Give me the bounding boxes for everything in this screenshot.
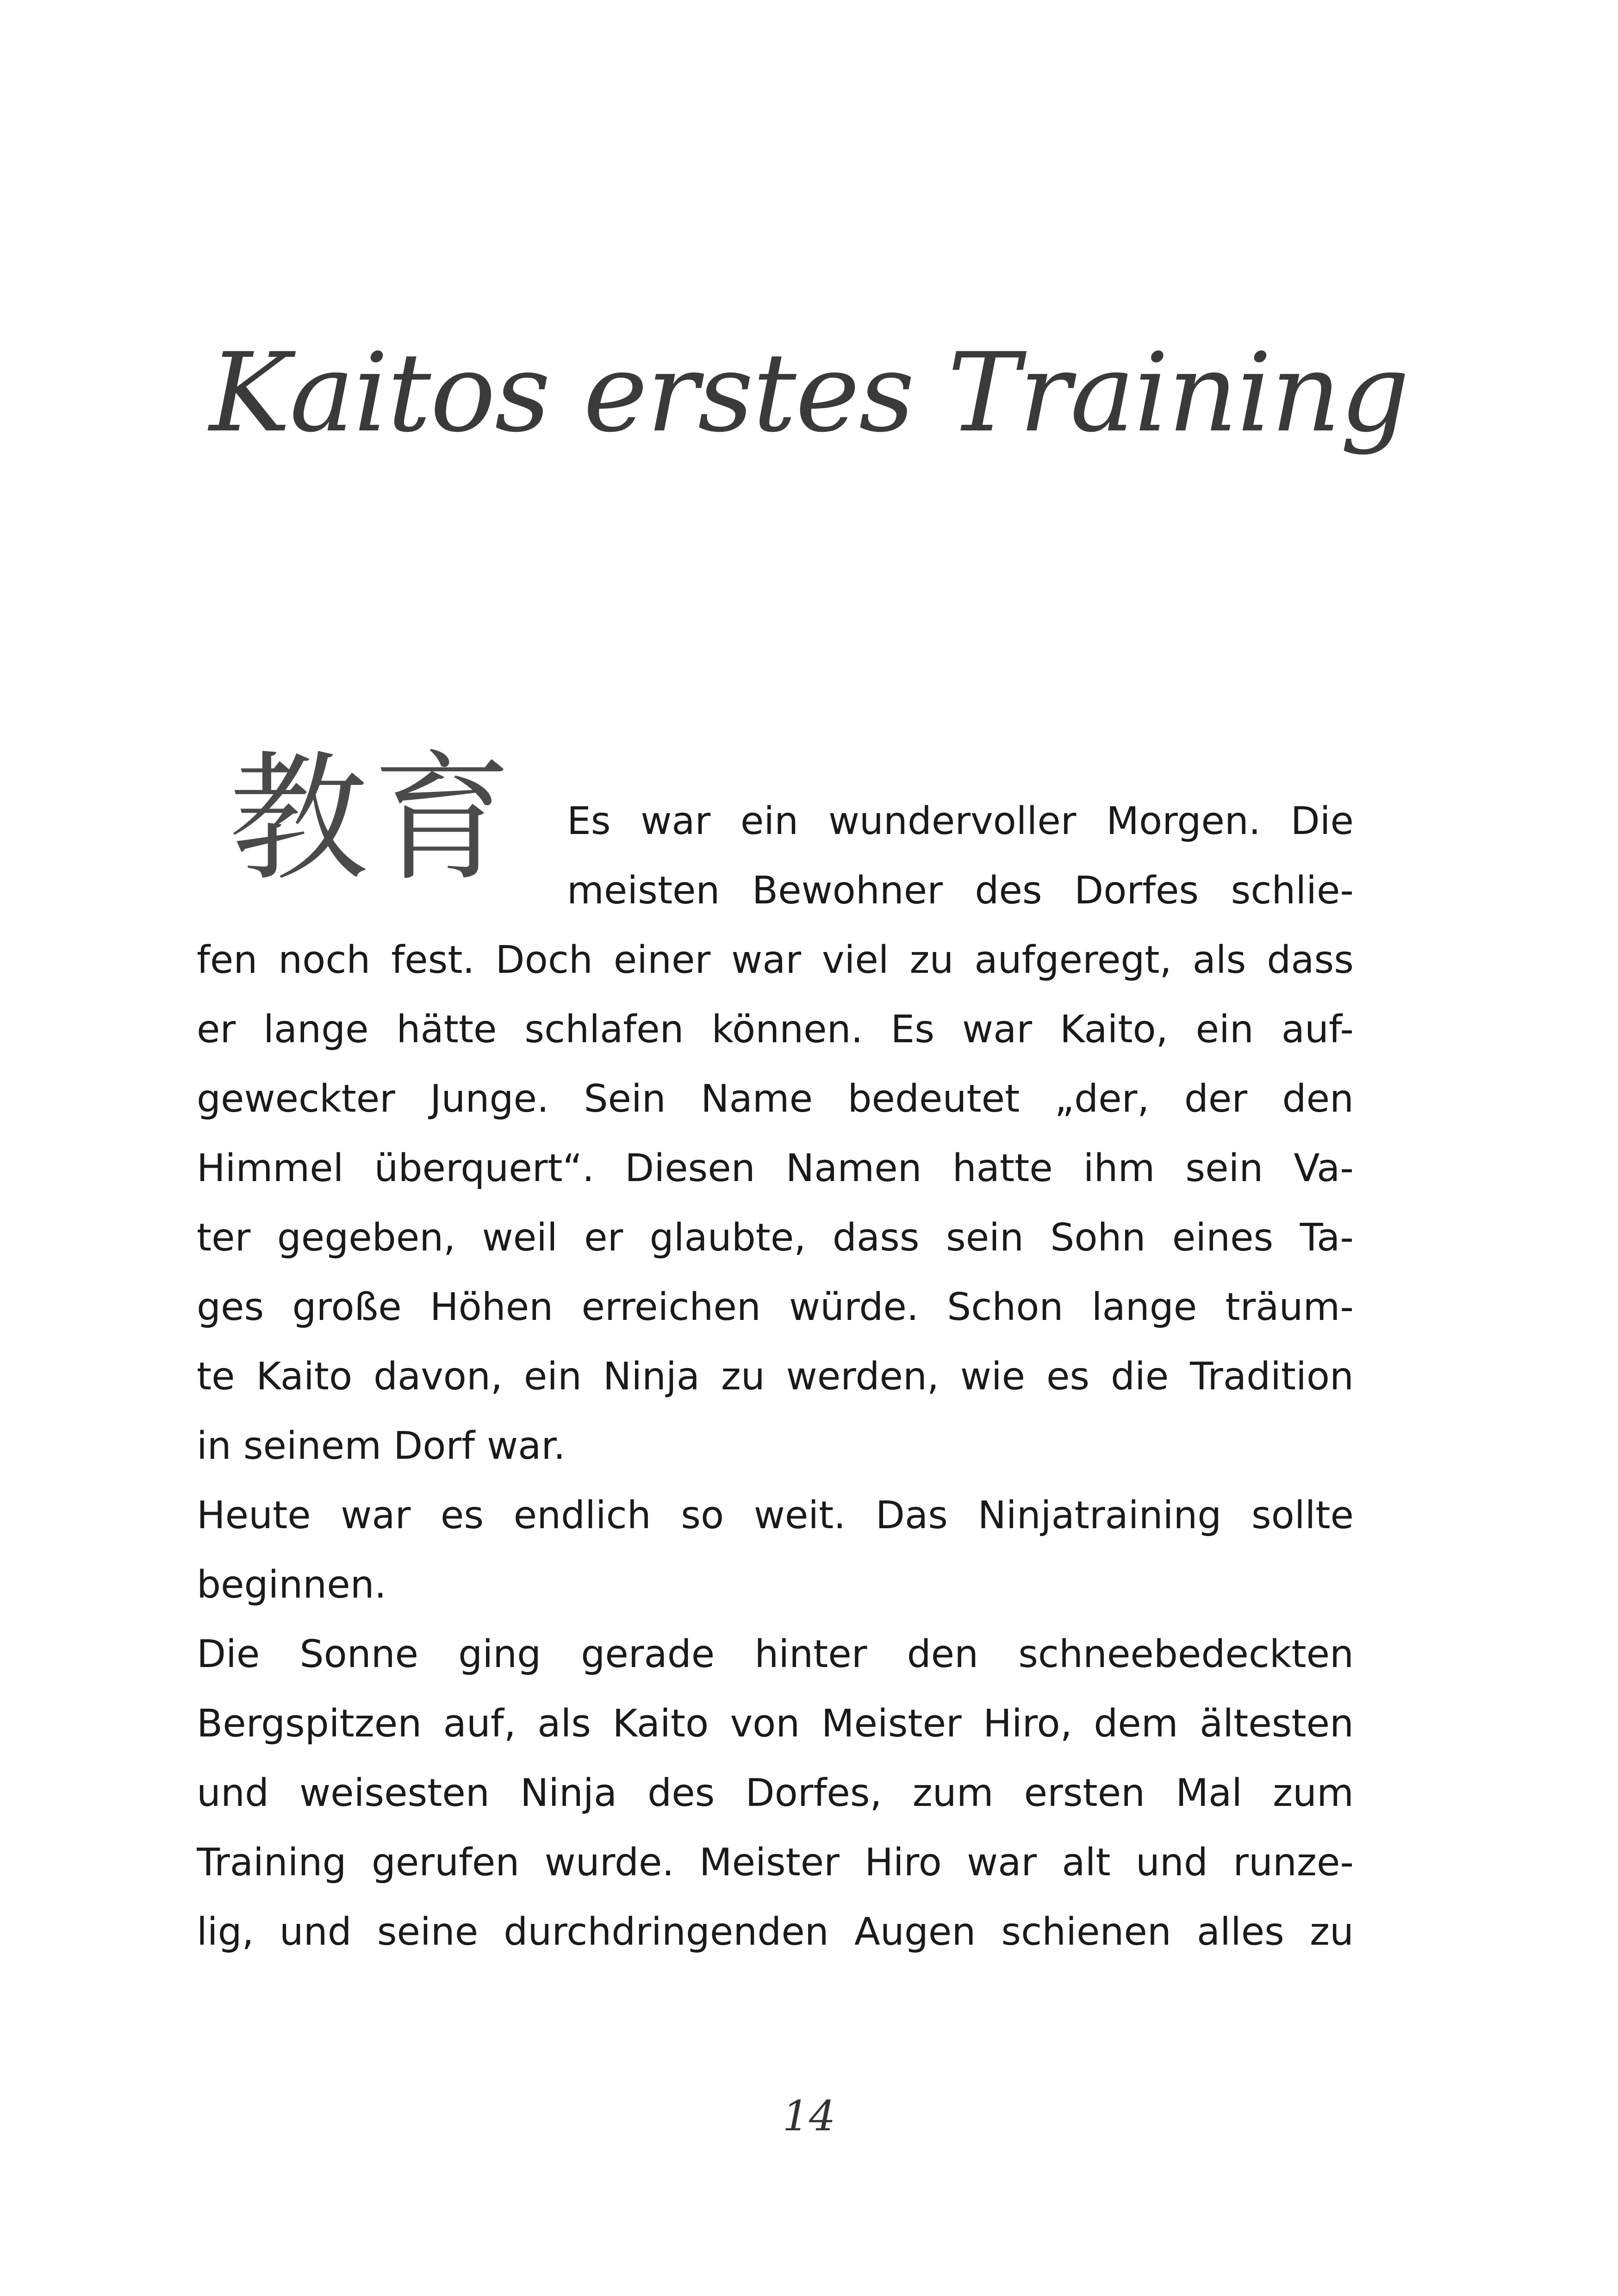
text-line: fen noch fest. Doch einer war viel zu aufgeregt, als dass [197, 938, 1354, 982]
text-line: Bergspitzen auf, als Kaito von Meister Hiro, dem ältesten [197, 1702, 1354, 1746]
text-line: und weisesten Ninja des Dorfes, zum ersten Mal zum [197, 1771, 1354, 1815]
text-line: meisten Bewohner des Dorfes schlie- [567, 869, 1354, 913]
page-number: 14 [782, 2092, 836, 2140]
text-line: in seinem Dorf war. [197, 1424, 566, 1468]
text-line: er lange hätte schlafen können. Es war Kaito, ein auf- [197, 1008, 1354, 1052]
text-line: Himmel überquert“. Diesen Namen hatte ihm sein Va- [197, 1146, 1354, 1190]
text-line: beginnen. [197, 1563, 386, 1607]
text-line: ter gegeben, weil er glaubte, dass sein Sohn eines Ta- [197, 1216, 1354, 1260]
text-line: Die Sonne ging gerade hinter den schneebedeckten [197, 1632, 1354, 1676]
text-line: Training gerufen wurde. Meister Hiro war alt und runze- [197, 1841, 1354, 1885]
chapter-title: Kaitos erstes Training [209, 330, 1409, 456]
dropcap-calligraphy: 教育 [229, 738, 516, 900]
text-line: Heute war es endlich so weit. Das Ninjatraining sollte [197, 1493, 1354, 1537]
text-line: te Kaito davon, ein Ninja zu werden, wie es die Tradition [197, 1355, 1354, 1399]
body-text [197, 787, 1354, 1967]
text-line: Es war ein wundervoller Morgen. Die [567, 799, 1354, 843]
text-line: lig, und seine durchdringenden Augen schienen alles zu [197, 1910, 1354, 1954]
text-line: ges große Höhen erreichen würde. Schon lange träum- [197, 1285, 1354, 1329]
text-line: geweckter Junge. Sein Name bedeutet „der, der den [197, 1077, 1354, 1121]
